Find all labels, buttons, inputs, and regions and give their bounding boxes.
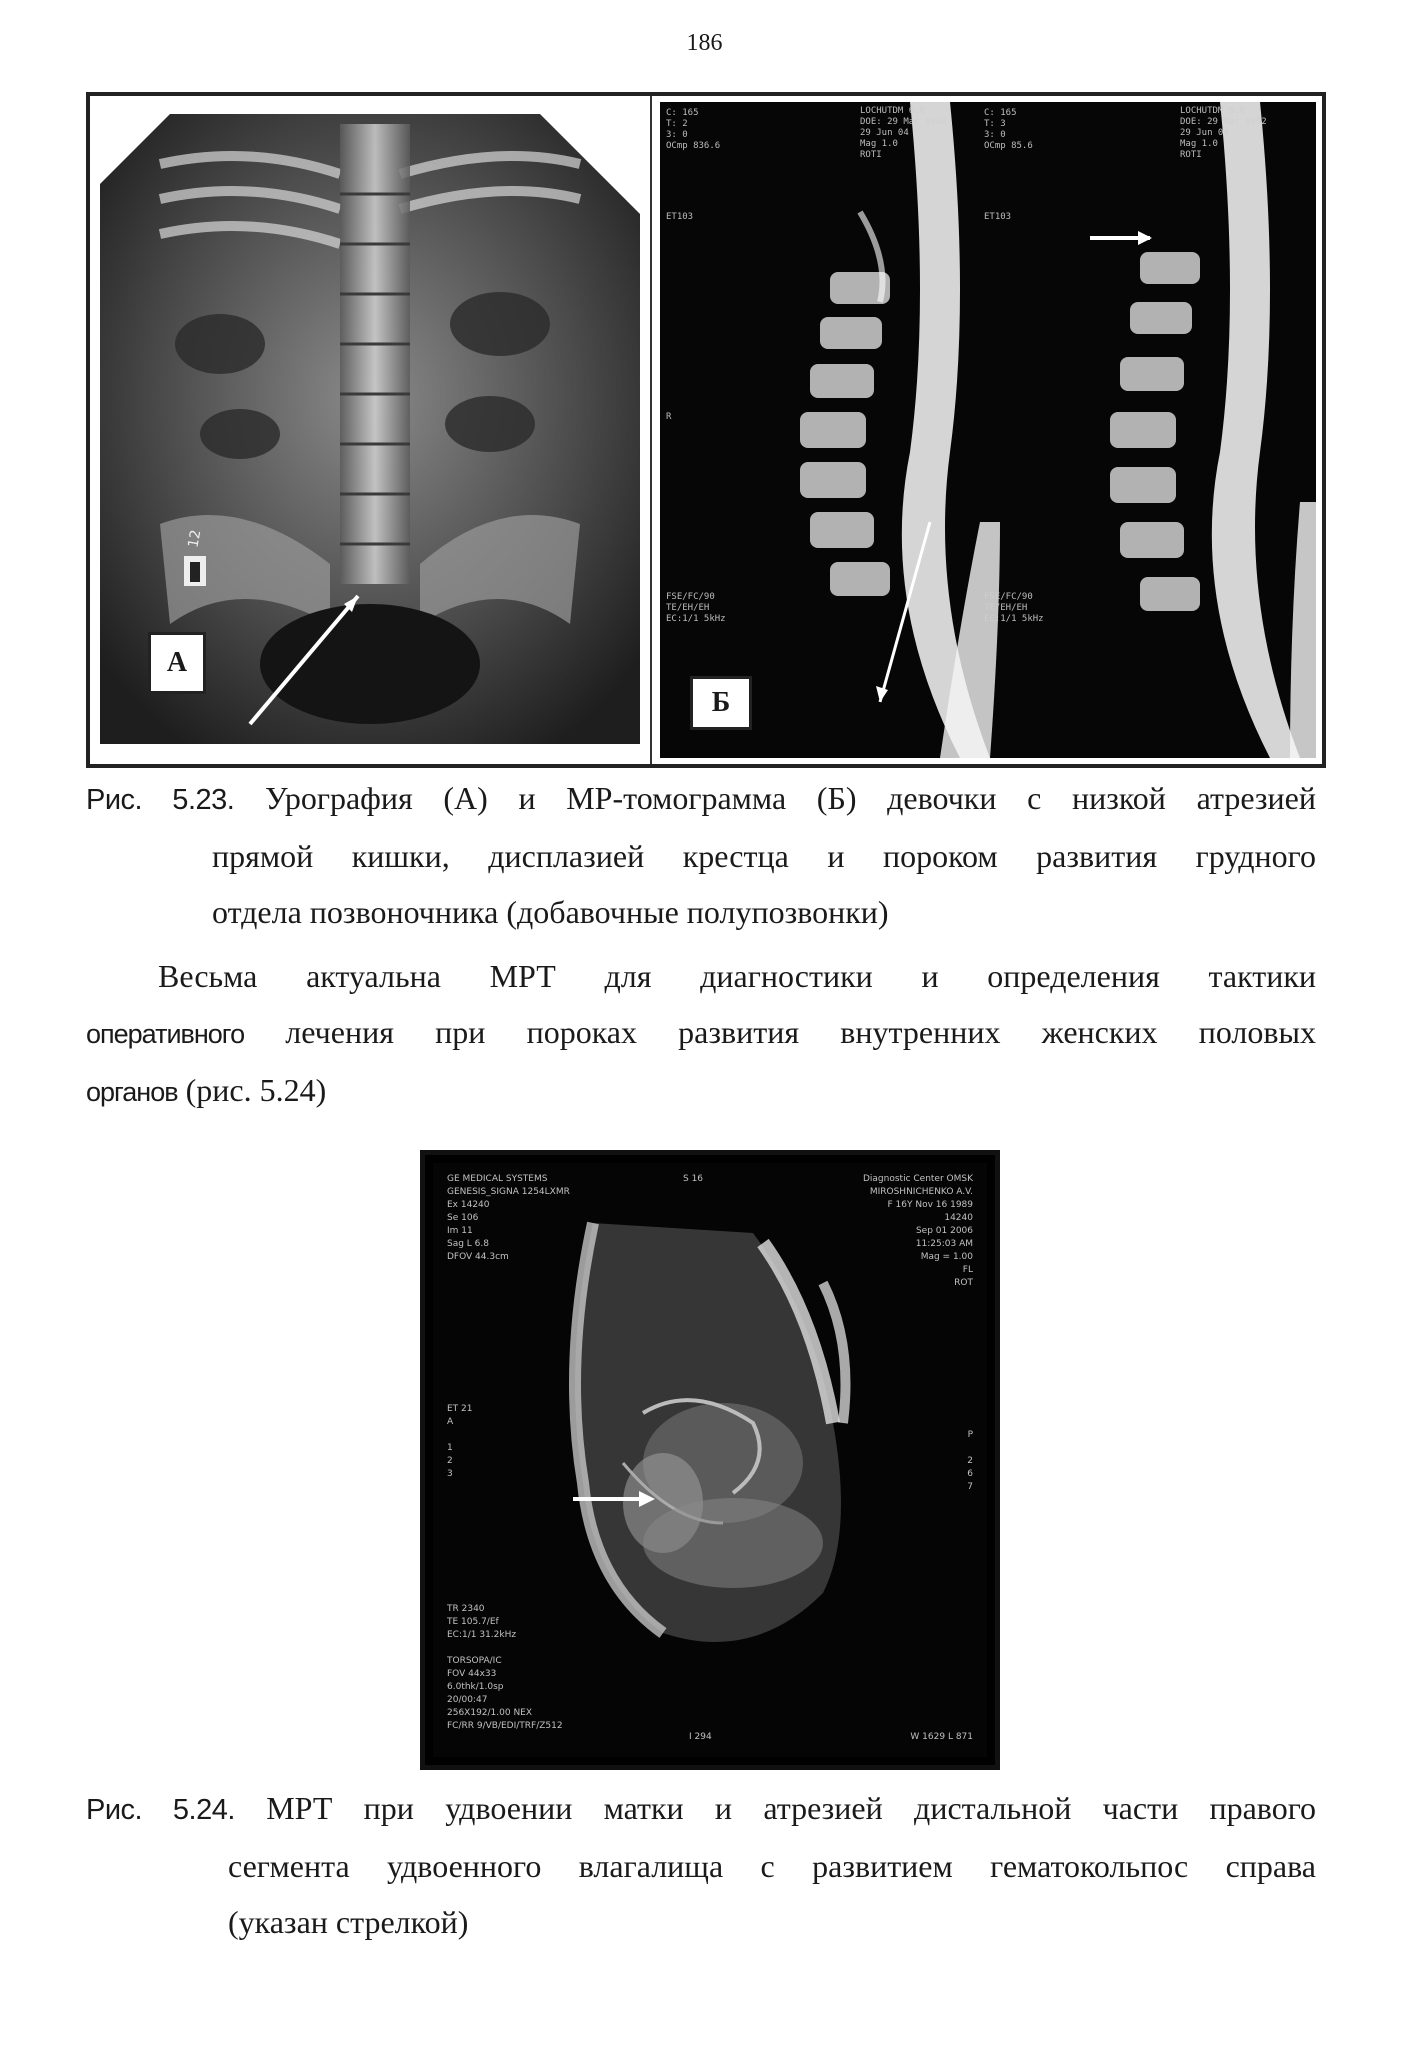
caption-figure-number: Рис. 5.23.: [86, 784, 235, 816]
mri-overlay-left-top: C: 165 T: 2 3: 0 OCmp 836.6: [666, 108, 721, 151]
mri-spine-image: [660, 102, 1316, 758]
mri-overlay-mid-left: ET 21 A 1 2 3: [447, 1404, 473, 1479]
mri-overlay-right-info: LOCHUTDM 6.0 DOE: 29 Mar 1992 29 Jun 04 Mag 1.0 ROTI: [1180, 106, 1267, 160]
paragraph-word: оперативного: [86, 1019, 245, 1049]
mri-overlay-right-mid: ET103: [984, 212, 1012, 222]
mri-overlay-bottom-left: TR 2340 TE 105.7/Ef EC:1/1 31.2kHz TORSOPA/IC FOV 44x33 6.0thk/1.0sp 20/00:47 256X192/1.00 NEX FC/RR 9/VB/EDI/TRF/Z512: [447, 1604, 563, 1731]
paragraph-line: Весьма актуальна МРТ для диагностики и определения тактики: [158, 958, 1316, 994]
mri-overlay-left-mid: ET103: [666, 212, 694, 222]
caption-line: (указан стрелкой): [228, 1904, 469, 1940]
mri-graphic: [660, 102, 1316, 758]
mri-overlay-mid-right: P 2 6 7: [967, 1430, 973, 1492]
body-paragraph: [86, 948, 1316, 1120]
figure-divider: [650, 96, 652, 764]
caption-figure-number: Рис. 5.24.: [86, 1794, 235, 1826]
figure-5-23-caption: [86, 770, 1316, 940]
mri-overlay-right-top: C: 165 T: 3 3: 0 OCmp 85.6: [984, 108, 1033, 151]
panel-label-b: Б: [690, 676, 752, 730]
mri-overlay-bottom-right: W 1629 L 871: [910, 1732, 973, 1742]
mri-overlay-top-left: GE MEDICAL SYSTEMS GENESIS_SIGNA 1254LXMR Ex 14240 Se 106 Im 11 Sag L 6.8 DFOV 44.3cm: [447, 1174, 570, 1262]
paragraph-line: (рис. 5.24): [185, 1072, 327, 1108]
caption-line: отдела позвоночника (добавочные полупозвонки): [212, 894, 889, 930]
mri-overlay-left-bottom: FSE/FC/90 TE/EH/EH EC:1/1 5kHz: [666, 592, 726, 624]
panel-label-a: А: [148, 632, 206, 694]
mri-overlay-bottom-center: I 294: [689, 1732, 712, 1742]
caption-line: прямой кишки, дисплазией крестца и пороком развития грудного: [212, 838, 1316, 874]
mri-pelvis-image: [433, 1163, 987, 1757]
mri-overlay-side-letter: R: [666, 412, 672, 422]
paragraph-line: лечения при пороках развития внутренних женских половых: [285, 1014, 1317, 1050]
figure-5-24: [420, 1150, 1000, 1770]
mri-overlay-top-center: S 16: [683, 1174, 704, 1184]
urography-image: [100, 104, 640, 754]
mri-overlay-top-right: Diagnostic Center OMSK MIROSHNICHENKO A.V. F 16Y Nov 16 1989 14240 Sep 01 2006 11:25:03 AM Mag = 1.00 FL ROT: [862, 1174, 973, 1288]
caption-line: МРТ при удвоении матки и атрезией дистальной части правого: [266, 1790, 1317, 1826]
paragraph-word: органов: [86, 1077, 178, 1107]
xray-marker: 12: [185, 528, 205, 549]
mri-overlay-right-bottom: FSE/FC/90 TE/EH/EH EC:1/1 5kHz: [984, 592, 1044, 624]
page-number: 186: [686, 30, 723, 56]
mri-overlay-left-info: LOCHUTDM 6.0 DOE: 29 Mar 1992 29 Jun 04 Mag 1.0 ROTI: [860, 106, 947, 160]
figure-5-24-caption: [86, 1780, 1316, 1950]
caption-line: Урография (А) и МР-томограмма (Б) девочки с низкой атрезией: [264, 780, 1317, 816]
caption-line: сегмента удвоенного влагалища с развитием гематокольпос справа: [228, 1848, 1316, 1884]
figure-5-23: [86, 92, 1326, 768]
